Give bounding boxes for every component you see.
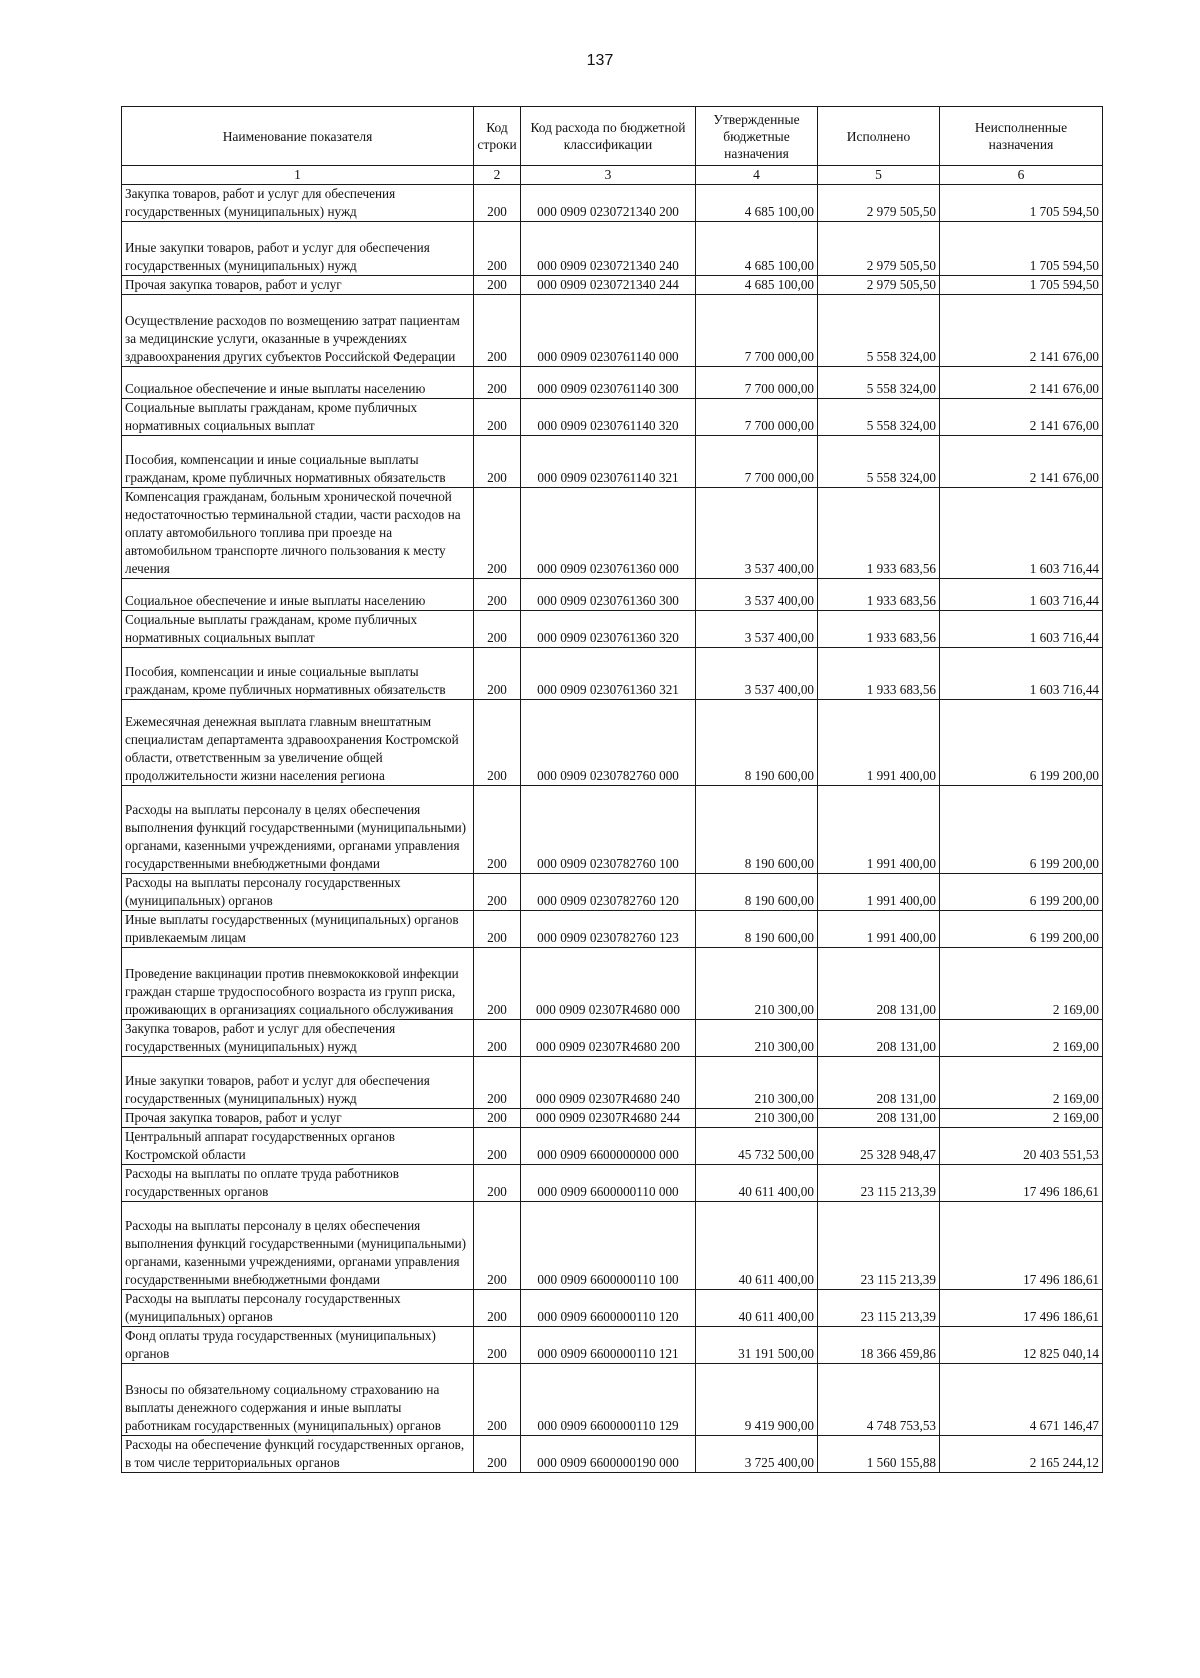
row-name-cell: Иные закупки товаров, работ и услуг для обеспечения государственных (муниципальных) нужд bbox=[122, 1057, 474, 1109]
table-row bbox=[122, 1364, 1103, 1436]
row-expense-code-cell: 000 0909 0230721340 244 bbox=[521, 276, 696, 295]
row-executed-cell: 1 933 683,56 bbox=[818, 648, 940, 700]
row-line-code-cell: 200 bbox=[474, 1057, 521, 1109]
row-unexecuted-cell: 2 141 676,00 bbox=[940, 436, 1103, 488]
row-unexecuted-cell: 2 169,00 bbox=[940, 1109, 1103, 1128]
row-unexecuted-cell: 6 199 200,00 bbox=[940, 786, 1103, 874]
row-expense-code-cell: 000 0909 0230782760 000 bbox=[521, 700, 696, 786]
row-executed-cell: 23 115 213,39 bbox=[818, 1202, 940, 1290]
row-approved-cell: 7 700 000,00 bbox=[696, 367, 818, 399]
row-approved-cell: 45 732 500,00 bbox=[696, 1128, 818, 1165]
row-executed-cell: 5 558 324,00 bbox=[818, 436, 940, 488]
row-line-code-cell: 200 bbox=[474, 1327, 521, 1364]
row-approved-cell: 8 190 600,00 bbox=[696, 700, 818, 786]
row-unexecuted-cell: 2 141 676,00 bbox=[940, 399, 1103, 436]
row-line-code-cell: 200 bbox=[474, 295, 521, 367]
row-line-code-cell: 200 bbox=[474, 611, 521, 648]
row-unexecuted-cell: 2 165 244,12 bbox=[940, 1436, 1103, 1473]
row-executed-cell: 2 979 505,50 bbox=[818, 276, 940, 295]
row-line-code-cell: 200 bbox=[474, 786, 521, 874]
row-unexecuted-cell: 1 603 716,44 bbox=[940, 648, 1103, 700]
row-approved-cell: 7 700 000,00 bbox=[696, 436, 818, 488]
row-expense-code-cell: 000 0909 6600000110 000 bbox=[521, 1165, 696, 1202]
header-row bbox=[122, 107, 1103, 166]
row-approved-cell: 3 537 400,00 bbox=[696, 648, 818, 700]
column-number: 2 bbox=[474, 166, 521, 185]
row-line-code-cell: 200 bbox=[474, 1020, 521, 1057]
header-line-code: Код строки bbox=[474, 107, 521, 166]
table-row bbox=[122, 700, 1103, 786]
header-unexecuted: Неисполненные назначения bbox=[940, 107, 1103, 166]
row-executed-cell: 4 748 753,53 bbox=[818, 1364, 940, 1436]
column-number: 1 bbox=[122, 166, 474, 185]
row-approved-cell: 9 419 900,00 bbox=[696, 1364, 818, 1436]
column-number-row bbox=[122, 166, 1103, 185]
row-expense-code-cell: 000 0909 02307R4680 244 bbox=[521, 1109, 696, 1128]
row-unexecuted-cell: 2 141 676,00 bbox=[940, 367, 1103, 399]
row-approved-cell: 3 537 400,00 bbox=[696, 611, 818, 648]
row-line-code-cell: 200 bbox=[474, 399, 521, 436]
row-expense-code-cell: 000 0909 0230761360 000 bbox=[521, 488, 696, 579]
row-name-cell: Социальное обеспечение и иные выплаты населению bbox=[122, 579, 474, 611]
row-name-cell: Прочая закупка товаров, работ и услуг bbox=[122, 276, 474, 295]
row-unexecuted-cell: 1 705 594,50 bbox=[940, 185, 1103, 222]
row-approved-cell: 7 700 000,00 bbox=[696, 399, 818, 436]
column-number: 4 bbox=[696, 166, 818, 185]
row-executed-cell: 5 558 324,00 bbox=[818, 399, 940, 436]
row-expense-code-cell: 000 0909 0230782760 100 bbox=[521, 786, 696, 874]
header-approved: Утвержденные бюджетные назначения bbox=[696, 107, 818, 166]
row-executed-cell: 2 979 505,50 bbox=[818, 185, 940, 222]
row-name-cell: Центральный аппарат государственных органов Костромской области bbox=[122, 1128, 474, 1165]
row-name-cell: Иные выплаты государственных (муниципальных) органов привлекаемым лицам bbox=[122, 911, 474, 948]
row-expense-code-cell: 000 0909 0230761140 000 bbox=[521, 295, 696, 367]
row-unexecuted-cell: 1 705 594,50 bbox=[940, 276, 1103, 295]
row-executed-cell: 1 991 400,00 bbox=[818, 911, 940, 948]
row-executed-cell: 1 560 155,88 bbox=[818, 1436, 940, 1473]
row-executed-cell: 2 979 505,50 bbox=[818, 222, 940, 276]
row-approved-cell: 40 611 400,00 bbox=[696, 1165, 818, 1202]
table-row bbox=[122, 786, 1103, 874]
row-line-code-cell: 200 bbox=[474, 1165, 521, 1202]
table-row bbox=[122, 911, 1103, 948]
page-number: 137 bbox=[586, 52, 614, 69]
row-expense-code-cell: 000 0909 0230761140 320 bbox=[521, 399, 696, 436]
row-line-code-cell: 200 bbox=[474, 367, 521, 399]
row-expense-code-cell: 000 0909 0230721340 200 bbox=[521, 185, 696, 222]
row-approved-cell: 8 190 600,00 bbox=[696, 911, 818, 948]
row-expense-code-cell: 000 0909 0230761360 321 bbox=[521, 648, 696, 700]
row-approved-cell: 8 190 600,00 bbox=[696, 874, 818, 911]
row-name-cell: Ежемесячная денежная выплата главным внештатным специалистам департамента здравоохранения Костромской области, ответственным за увеличение общей продолжительности жизни населения региона bbox=[122, 700, 474, 786]
row-name-cell: Закупка товаров, работ и услуг для обеспечения государственных (муниципальных) нужд bbox=[122, 185, 474, 222]
row-expense-code-cell: 000 0909 6600000190 000 bbox=[521, 1436, 696, 1473]
row-executed-cell: 5 558 324,00 bbox=[818, 295, 940, 367]
row-expense-code-cell: 000 0909 6600000110 121 bbox=[521, 1327, 696, 1364]
row-unexecuted-cell: 17 496 186,61 bbox=[940, 1165, 1103, 1202]
row-line-code-cell: 200 bbox=[474, 276, 521, 295]
table-body bbox=[122, 185, 1103, 1473]
row-unexecuted-cell: 1 705 594,50 bbox=[940, 222, 1103, 276]
row-name-cell: Социальное обеспечение и иные выплаты населению bbox=[122, 367, 474, 399]
row-line-code-cell: 200 bbox=[474, 1202, 521, 1290]
row-name-cell: Расходы на выплаты персоналу государственных (муниципальных) органов bbox=[122, 1290, 474, 1327]
table-row bbox=[122, 1128, 1103, 1165]
row-unexecuted-cell: 2 169,00 bbox=[940, 1020, 1103, 1057]
row-expense-code-cell: 000 0909 6600000110 120 bbox=[521, 1290, 696, 1327]
table-row bbox=[122, 1109, 1103, 1128]
table-row bbox=[122, 1290, 1103, 1327]
row-executed-cell: 1 933 683,56 bbox=[818, 579, 940, 611]
row-line-code-cell: 200 bbox=[474, 911, 521, 948]
row-unexecuted-cell: 6 199 200,00 bbox=[940, 874, 1103, 911]
row-executed-cell: 208 131,00 bbox=[818, 1109, 940, 1128]
column-number: 5 bbox=[818, 166, 940, 185]
row-executed-cell: 1 933 683,56 bbox=[818, 611, 940, 648]
row-executed-cell: 1 991 400,00 bbox=[818, 874, 940, 911]
row-approved-cell: 3 537 400,00 bbox=[696, 488, 818, 579]
row-name-cell: Расходы на выплаты персоналу государственных (муниципальных) органов bbox=[122, 874, 474, 911]
row-expense-code-cell: 000 0909 02307R4680 240 bbox=[521, 1057, 696, 1109]
row-executed-cell: 5 558 324,00 bbox=[818, 367, 940, 399]
row-line-code-cell: 200 bbox=[474, 948, 521, 1020]
row-unexecuted-cell: 1 603 716,44 bbox=[940, 579, 1103, 611]
row-approved-cell: 3 725 400,00 bbox=[696, 1436, 818, 1473]
table-row bbox=[122, 1165, 1103, 1202]
header-name: Наименование показателя bbox=[122, 107, 474, 166]
row-line-code-cell: 200 bbox=[474, 648, 521, 700]
row-approved-cell: 210 300,00 bbox=[696, 1057, 818, 1109]
row-unexecuted-cell: 2 169,00 bbox=[940, 1057, 1103, 1109]
row-approved-cell: 210 300,00 bbox=[696, 948, 818, 1020]
table-row bbox=[122, 611, 1103, 648]
row-line-code-cell: 200 bbox=[474, 1128, 521, 1165]
table-row bbox=[122, 488, 1103, 579]
column-number: 6 bbox=[940, 166, 1103, 185]
table-row bbox=[122, 436, 1103, 488]
header-executed: Исполнено bbox=[818, 107, 940, 166]
row-approved-cell: 210 300,00 bbox=[696, 1020, 818, 1057]
row-approved-cell: 210 300,00 bbox=[696, 1109, 818, 1128]
row-executed-cell: 23 115 213,39 bbox=[818, 1165, 940, 1202]
row-line-code-cell: 200 bbox=[474, 185, 521, 222]
row-name-cell: Пособия, компенсации и иные социальные выплаты гражданам, кроме публичных нормативных обязательств bbox=[122, 648, 474, 700]
row-unexecuted-cell: 20 403 551,53 bbox=[940, 1128, 1103, 1165]
row-unexecuted-cell: 12 825 040,14 bbox=[940, 1327, 1103, 1364]
table-row bbox=[122, 579, 1103, 611]
row-unexecuted-cell: 17 496 186,61 bbox=[940, 1290, 1103, 1327]
row-approved-cell: 3 537 400,00 bbox=[696, 579, 818, 611]
row-approved-cell: 4 685 100,00 bbox=[696, 222, 818, 276]
row-executed-cell: 23 115 213,39 bbox=[818, 1290, 940, 1327]
row-expense-code-cell: 000 0909 0230761360 300 bbox=[521, 579, 696, 611]
row-unexecuted-cell: 2 141 676,00 bbox=[940, 295, 1103, 367]
row-line-code-cell: 200 bbox=[474, 488, 521, 579]
row-name-cell: Закупка товаров, работ и услуг для обеспечения государственных (муниципальных) нужд bbox=[122, 1020, 474, 1057]
row-unexecuted-cell: 1 603 716,44 bbox=[940, 611, 1103, 648]
row-executed-cell: 18 366 459,86 bbox=[818, 1327, 940, 1364]
row-name-cell: Взносы по обязательному социальному страхованию на выплаты денежного содержания и иные выплаты работникам государственных (муниципальных) органов bbox=[122, 1364, 474, 1436]
row-name-cell: Расходы на выплаты по оплате труда работников государственных органов bbox=[122, 1165, 474, 1202]
row-name-cell: Проведение вакцинации против пневмококковой инфекции граждан старше трудоспособного возраста из групп риска, проживающих в организациях социального обслуживания bbox=[122, 948, 474, 1020]
row-executed-cell: 208 131,00 bbox=[818, 1057, 940, 1109]
row-unexecuted-cell: 4 671 146,47 bbox=[940, 1364, 1103, 1436]
row-name-cell: Расходы на обеспечение функций государственных органов, в том числе территориальных органов bbox=[122, 1436, 474, 1473]
row-expense-code-cell: 000 0909 0230761140 321 bbox=[521, 436, 696, 488]
row-executed-cell: 208 131,00 bbox=[818, 948, 940, 1020]
row-name-cell: Фонд оплаты труда государственных (муниципальных) органов bbox=[122, 1327, 474, 1364]
row-line-code-cell: 200 bbox=[474, 222, 521, 276]
row-line-code-cell: 200 bbox=[474, 436, 521, 488]
table-row bbox=[122, 367, 1103, 399]
row-approved-cell: 40 611 400,00 bbox=[696, 1290, 818, 1327]
row-line-code-cell: 200 bbox=[474, 1364, 521, 1436]
table-row bbox=[122, 399, 1103, 436]
row-executed-cell: 25 328 948,47 bbox=[818, 1128, 940, 1165]
table-row bbox=[122, 874, 1103, 911]
row-name-cell: Социальные выплаты гражданам, кроме публичных нормативных социальных выплат bbox=[122, 611, 474, 648]
row-unexecuted-cell: 6 199 200,00 bbox=[940, 700, 1103, 786]
row-approved-cell: 4 685 100,00 bbox=[696, 185, 818, 222]
row-name-cell: Компенсация гражданам, больным хронической почечной недостаточностью терминальной стадии, части расходов на оплату автомобильного топлива при проезде на автомобильном транспорте личного пользования к месту лечения bbox=[122, 488, 474, 579]
table-row bbox=[122, 1057, 1103, 1109]
table-row bbox=[122, 1327, 1103, 1364]
row-name-cell: Иные закупки товаров, работ и услуг для обеспечения государственных (муниципальных) нужд bbox=[122, 222, 474, 276]
table-row bbox=[122, 1436, 1103, 1473]
row-expense-code-cell: 000 0909 6600000110 129 bbox=[521, 1364, 696, 1436]
row-expense-code-cell: 000 0909 0230761140 300 bbox=[521, 367, 696, 399]
table-row bbox=[122, 948, 1103, 1020]
row-line-code-cell: 200 bbox=[474, 874, 521, 911]
row-approved-cell: 31 191 500,00 bbox=[696, 1327, 818, 1364]
row-expense-code-cell: 000 0909 6600000000 000 bbox=[521, 1128, 696, 1165]
row-name-cell: Расходы на выплаты персоналу в целях обеспечения выполнения функций государственными (муниципальными) органами, казенными учреждениями, органами управления государственными внебюджетными фондами bbox=[122, 1202, 474, 1290]
row-approved-cell: 4 685 100,00 bbox=[696, 276, 818, 295]
row-executed-cell: 208 131,00 bbox=[818, 1020, 940, 1057]
row-expense-code-cell: 000 0909 0230782760 123 bbox=[521, 911, 696, 948]
table-row bbox=[122, 185, 1103, 222]
row-approved-cell: 8 190 600,00 bbox=[696, 786, 818, 874]
header-expense-code: Код расхода по бюджетной классификации bbox=[521, 107, 696, 166]
row-approved-cell: 40 611 400,00 bbox=[696, 1202, 818, 1290]
table-row bbox=[122, 222, 1103, 276]
row-line-code-cell: 200 bbox=[474, 1109, 521, 1128]
row-expense-code-cell: 000 0909 0230721340 240 bbox=[521, 222, 696, 276]
row-expense-code-cell: 000 0909 0230761360 320 bbox=[521, 611, 696, 648]
row-executed-cell: 1 933 683,56 bbox=[818, 488, 940, 579]
row-name-cell: Расходы на выплаты персоналу в целях обеспечения выполнения функций государственными (муниципальными) органами, казенными учреждениями, органами управления государственными внебюджетными фондами bbox=[122, 786, 474, 874]
column-number: 3 bbox=[521, 166, 696, 185]
row-unexecuted-cell: 2 169,00 bbox=[940, 948, 1103, 1020]
row-expense-code-cell: 000 0909 0230782760 120 bbox=[521, 874, 696, 911]
row-expense-code-cell: 000 0909 6600000110 100 bbox=[521, 1202, 696, 1290]
row-unexecuted-cell: 6 199 200,00 bbox=[940, 911, 1103, 948]
table-row bbox=[122, 295, 1103, 367]
table-row bbox=[122, 1202, 1103, 1290]
row-line-code-cell: 200 bbox=[474, 1290, 521, 1327]
row-name-cell: Прочая закупка товаров, работ и услуг bbox=[122, 1109, 474, 1128]
row-line-code-cell: 200 bbox=[474, 700, 521, 786]
row-name-cell: Осуществление расходов по возмещению затрат пациентам за медицинские услуги, оказанные в учреждениях здравоохранения других субъектов Российской Федерации bbox=[122, 295, 474, 367]
row-expense-code-cell: 000 0909 02307R4680 000 bbox=[521, 948, 696, 1020]
row-executed-cell: 1 991 400,00 bbox=[818, 786, 940, 874]
row-line-code-cell: 200 bbox=[474, 1436, 521, 1473]
table-row bbox=[122, 276, 1103, 295]
row-executed-cell: 1 991 400,00 bbox=[818, 700, 940, 786]
row-name-cell: Пособия, компенсации и иные социальные выплаты гражданам, кроме публичных нормативных обязательств bbox=[122, 436, 474, 488]
row-unexecuted-cell: 1 603 716,44 bbox=[940, 488, 1103, 579]
budget-execution-table bbox=[121, 106, 1103, 1473]
table-row bbox=[122, 1020, 1103, 1057]
row-expense-code-cell: 000 0909 02307R4680 200 bbox=[521, 1020, 696, 1057]
row-name-cell: Социальные выплаты гражданам, кроме публичных нормативных социальных выплат bbox=[122, 399, 474, 436]
row-line-code-cell: 200 bbox=[474, 579, 521, 611]
row-approved-cell: 7 700 000,00 bbox=[696, 295, 818, 367]
table-row bbox=[122, 648, 1103, 700]
row-unexecuted-cell: 17 496 186,61 bbox=[940, 1202, 1103, 1290]
